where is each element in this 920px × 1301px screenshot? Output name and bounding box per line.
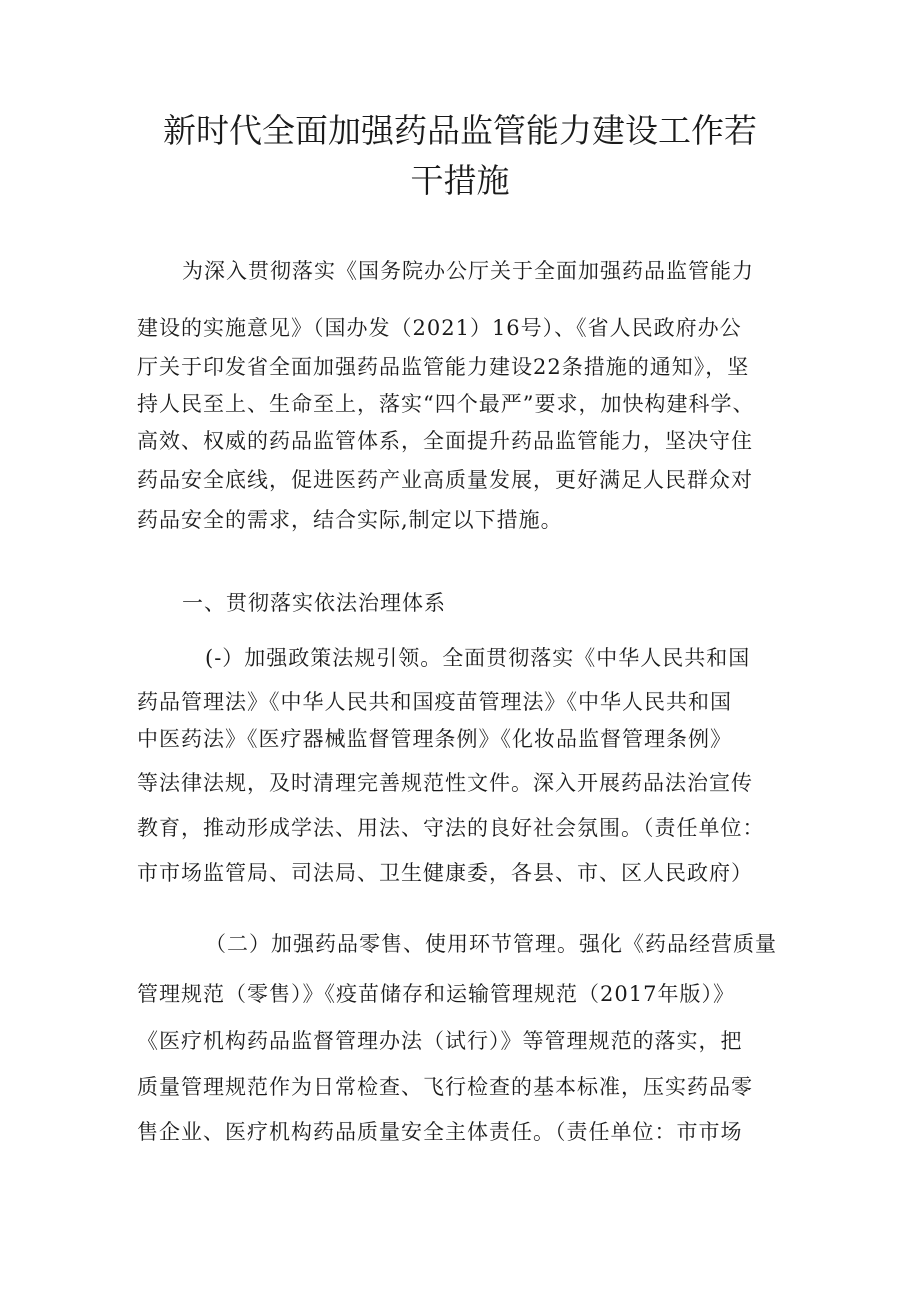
paragraph-item-1-line: (-）加强政策法规引领。全面贯彻落实《中华人民共和国 — [205, 646, 751, 670]
paragraph-item-2-line: 售企业、医疗机构药品质量安全主体责任。（责任单位：市市场 — [137, 1120, 743, 1144]
title-line-1: 新时代全面加强药品监管能力建设工作若 — [163, 111, 757, 150]
section-heading: 一、贯彻落实依法治理体系 — [182, 591, 446, 615]
paragraph-item-1-line: 教育，推动形成学法、用法、守法的良好社会氛围。（责任单位： — [137, 816, 765, 840]
document-title — [130, 106, 790, 206]
paragraph-item-2-line: 质量管理规范作为日常检查、飞行检查的基本标准，压实药品零 — [137, 1075, 753, 1099]
paragraph-intro-line: 为深入贯彻落实《国务院办公厅关于全面加强药品监管能力 — [182, 259, 754, 283]
paragraph-item-1-line: 中医药法》《医疗器械监督管理条例》《化妆品监督管理条例》 — [137, 727, 732, 751]
paragraph-intro-line: 厅关于印发省全面加强药品监管能力建设22条措施的通知》，坚 — [137, 355, 750, 379]
paragraph-intro-line: 药品安全底线，促进医药产业高质量发展，更好满足人民群众对 — [137, 468, 753, 492]
paragraph-intro-line: 高效、权威的药品监管体系，全面提升药品监管能力，坚决守住 — [137, 429, 753, 453]
paragraph-item-2-line: 管理规范（零售）》《疫苗储存和运输管理规范（2017年版）》 — [137, 982, 735, 1006]
paragraph-item-2-line: 《医疗机构药品监督管理办法（试行）》等管理规范的落实，把 — [137, 1029, 743, 1053]
paragraph-item-1-line: 药品管理法》《中华人民共和国疫苗管理法》《中华人民共和国 — [137, 690, 732, 714]
paragraph-item-2-line: （二）加强药品零售、使用环节管理。强化《药品经营质量 — [205, 932, 777, 956]
title-line-2: 干措施 — [410, 161, 510, 200]
paragraph-item-1-line: 市市场监管局、司法局、卫生健康委，各县、市、区人民政府） — [137, 861, 753, 885]
paragraph-intro-line: 持人民至上、生命至上，落实“四个最严”要求，加快构建科学、 — [137, 392, 755, 416]
paragraph-intro-line: 建设的实施意见》（国办发（2021）16号）、《省人民政府办公 — [137, 316, 742, 340]
paragraph-item-1-line: 等法律法规，及时清理完善规范性文件。深入开展药品法治宣传 — [137, 771, 753, 795]
paragraph-intro-line: 药品安全的需求，结合实际,制定以下措施。 — [137, 508, 563, 532]
